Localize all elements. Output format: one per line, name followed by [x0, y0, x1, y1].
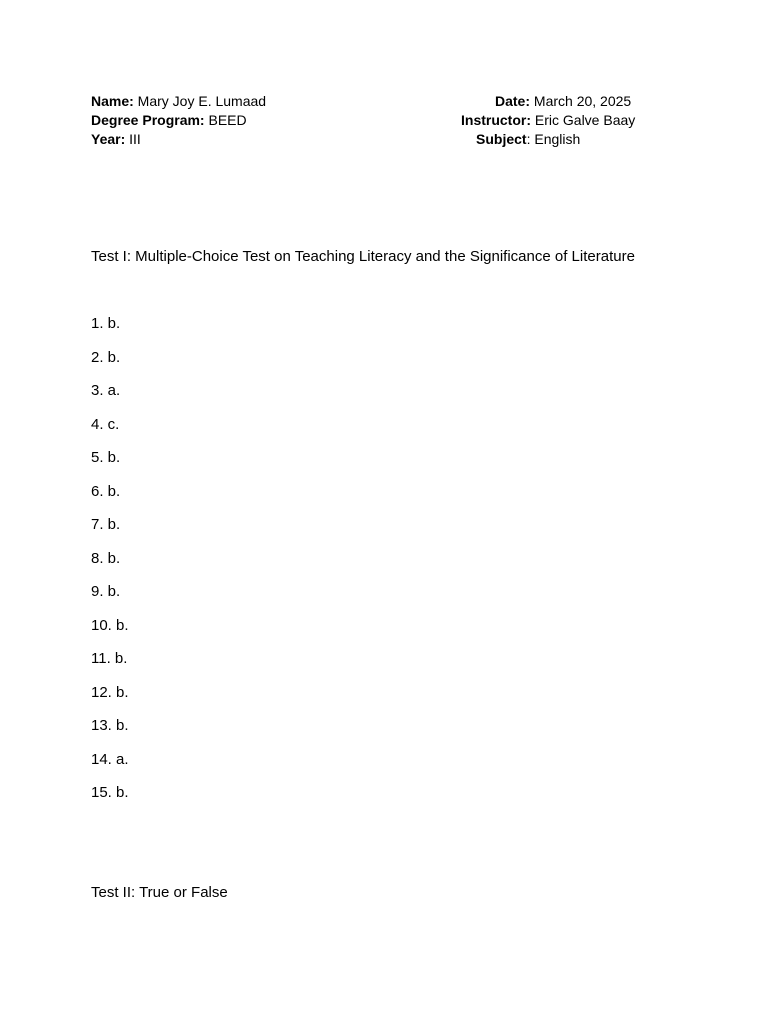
subject-value: : English — [526, 131, 581, 147]
degree-value: BEED — [204, 112, 247, 128]
year-value: III — [125, 131, 141, 147]
name-field — [91, 92, 266, 111]
date-field — [461, 92, 634, 111]
list-item: 2. b. — [91, 348, 121, 366]
list-item: 9. b. — [91, 583, 121, 600]
list-item: 14. a. — [91, 750, 129, 768]
year-label: Year: — [91, 131, 126, 147]
list-item: 15. b. — [91, 784, 129, 801]
name-value: Mary Joy E. Lumaad — [133, 93, 267, 109]
list-item: 1. b. — [91, 315, 121, 332]
header-row-2 — [91, 111, 634, 130]
list-item: 11. b. — [91, 650, 128, 667]
year-field — [91, 130, 141, 149]
header-row-1 — [91, 92, 634, 111]
list-item: 6. b. — [91, 482, 121, 500]
date-value: March 20, 2025 — [530, 93, 632, 109]
list-item: 5. b. — [91, 449, 121, 466]
list-item: 10. b. — [91, 616, 129, 634]
test1-answer-list — [91, 315, 129, 818]
name-label: Name: — [91, 93, 134, 109]
list-item: 3. a. — [91, 382, 121, 399]
degree-label: Degree Program: — [91, 112, 205, 128]
test2-heading: Test II: True or False — [91, 884, 228, 901]
subject-field — [461, 130, 634, 149]
list-item: 4. c. — [91, 415, 120, 433]
list-item: 7. b. — [91, 516, 121, 533]
list-item: 13. b. — [91, 717, 129, 734]
header-row-3 — [91, 130, 634, 149]
subject-label: Subject — [476, 131, 527, 147]
list-item: 8. b. — [91, 549, 121, 567]
degree-field — [91, 111, 247, 130]
date-label: Date: — [495, 93, 531, 109]
list-item: 12. b. — [91, 683, 129, 701]
instructor-label: Instructor: — [461, 112, 531, 128]
test1-heading: Test I: Multiple-Choice Test on Teaching Literacy and the Significance of Literature — [91, 248, 635, 265]
instructor-field — [461, 111, 634, 130]
student-info-header — [91, 92, 634, 149]
instructor-value: Eric Galve Baay — [531, 112, 636, 128]
